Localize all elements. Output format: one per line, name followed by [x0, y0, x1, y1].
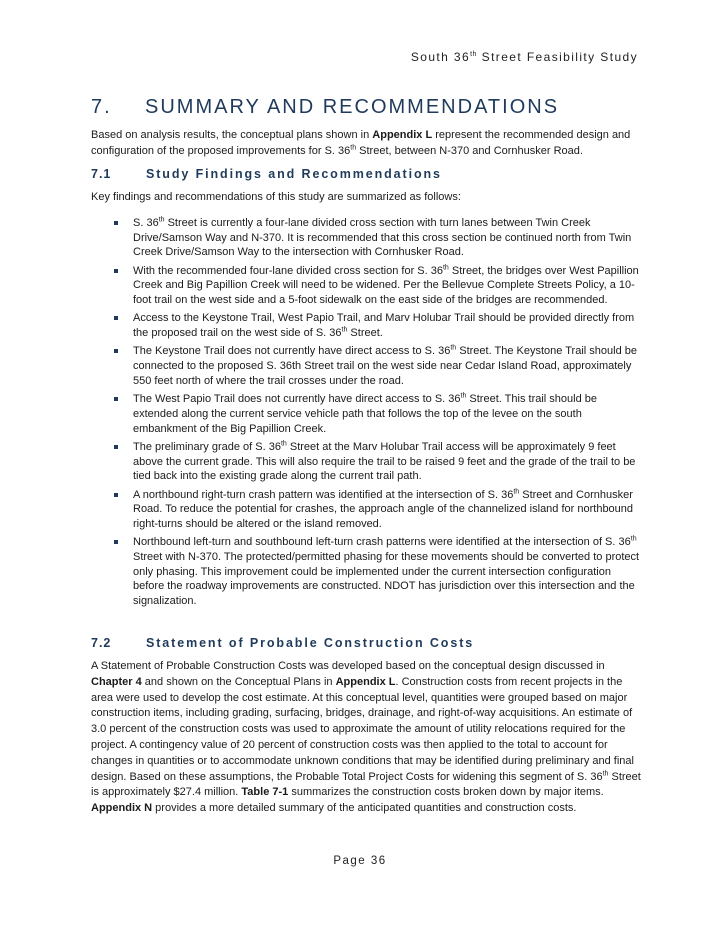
list-item-text: Street. The Keystone Trail should be connected to the proposed S. 36th Street trail on the west side near Cedar Island Road, approximately 550 feet north of where the trail crosses under the road.	[133, 345, 637, 387]
page-number: Page 36	[333, 855, 387, 867]
list-item-text: Access to the Keystone Trail, West Papio Trail, and Marv Holubar Trail should be provided directly from the proposed trail on the west side of S. 36	[133, 312, 635, 340]
bullet-icon	[114, 540, 118, 544]
costs-text: A Statement of Probable Construction Costs was developed based on the conceptual design discussed in	[91, 660, 605, 672]
intro-text: Based on analysis results, the conceptual plans shown in	[91, 129, 373, 141]
list-item-text: The Keystone Trail does not currently have direct access to S. 36	[133, 345, 451, 358]
costs-sup: th	[602, 769, 609, 777]
bullet-icon	[114, 397, 118, 401]
intro-text: represent the recommended design and configuration of the proposed improvements for S. 36	[91, 129, 631, 157]
chapter-number: 7.	[91, 96, 112, 118]
intro-text: Street, between N-370 and Cornhusker Road.	[356, 144, 583, 157]
running-header	[411, 50, 638, 64]
list-item	[114, 344, 644, 388]
section-title: Study Findings and Recommendations	[146, 167, 442, 181]
chapter-4-ref: Chapter 4	[91, 675, 142, 688]
bullet-icon	[114, 316, 118, 320]
list-item-sup: th	[442, 264, 449, 272]
list-item-sup: th	[341, 326, 348, 334]
list-item-sup: th	[460, 392, 467, 400]
list-item	[114, 264, 644, 308]
bullet-icon	[114, 349, 118, 353]
costs-text: provides a more detailed summary of the anticipated quantities and construction costs.	[152, 802, 577, 815]
header-title-sup: th	[470, 51, 477, 58]
costs-text: Street is approximately $27.4 million.	[91, 770, 641, 799]
list-item-text: Street at the Marv Holubar Trail access will be approximately 9 feet above the current grade. This will also require the trail to be raised 9 feet and the grade of the trail to be tied back into the existing grade along the current trail path.	[133, 440, 636, 483]
header-title-prefix: South 36	[410, 50, 471, 64]
findings-intro: Key findings and recommendations of this study are summarized as follows:	[91, 191, 461, 203]
list-item	[114, 535, 644, 609]
appendix-l-ref: Appendix L	[335, 675, 396, 688]
costs-text: and shown on the Conceptual Plans in	[141, 675, 336, 688]
list-item-text: A northbound right-turn crash pattern was identified at the intersection of S. 36	[133, 488, 514, 501]
costs-paragraph	[91, 659, 643, 817]
intro-sup: th	[350, 144, 357, 152]
appendix-n-ref: Appendix N	[91, 802, 153, 815]
appendix-l-ref: Appendix L	[372, 129, 433, 141]
list-item-sup: th	[158, 216, 165, 224]
section-number: 7.2	[91, 636, 112, 650]
findings-list	[114, 216, 644, 612]
header-title-suffix: Street Feasibility Study	[476, 50, 638, 64]
list-item-sup: th	[630, 535, 637, 543]
list-item	[114, 311, 644, 340]
list-item-sup: th	[513, 487, 520, 495]
list-item	[114, 392, 644, 436]
section-title: Statement of Probable Construction Costs	[146, 636, 475, 650]
chapter-title: SUMMARY AND RECOMMENDATIONS	[145, 96, 560, 118]
section-heading-7-2	[91, 636, 474, 650]
list-item-sup: th	[450, 344, 457, 352]
chapter-heading	[91, 96, 559, 119]
list-item-sup: th	[280, 440, 287, 448]
section-heading-7-1	[91, 167, 442, 181]
list-item-text: Street. This trail should be extended along the current service vehicle path that follows the top of the levee on the south embankment of the Big Papillion Creek.	[133, 393, 598, 435]
list-item-text: S. 36	[133, 217, 159, 229]
intro-paragraph	[91, 128, 643, 160]
list-item-text: Street is currently a four-lane divided cross section with turn lanes between Twin Creek Drive/Samson Way and N-370. It is recommended that this cross section be continued north from Twin Creek Drive/Samson Way to the intersection with Cornhusker Road.	[133, 217, 632, 259]
list-item	[114, 216, 644, 260]
section-number: 7.1	[91, 167, 112, 181]
list-item	[114, 488, 644, 532]
list-item-text: Street with N-370. The protected/permitted phasing for these movements should be converted to protect only phasing. This improvement could be implemented under the current intersection configuration before the roadway improvements are constructed. NDOT has jurisdiction over this intersection and the signalization.	[133, 550, 640, 608]
costs-text: summarizes the construction costs broken down by major items.	[288, 786, 604, 799]
list-item-text: Northbound left-turn and southbound left-turn crash patterns were identified at the intersection of S. 36	[133, 536, 631, 549]
list-item	[114, 440, 644, 484]
list-item-text: The West Papio Trail does not currently have direct access to S. 36	[133, 393, 461, 406]
bullet-icon	[114, 221, 118, 225]
table-7-1-ref: Table 7-1	[241, 786, 289, 799]
bullet-icon	[114, 493, 118, 497]
costs-text: . Construction costs from recent projects in the area were used to develop the cost estimate. At this conceptual level, quantities were grouped based on major construction items, including grading, surfacing, bridges, drainage, and right-of-way acquisitions. An estimate of 3.0 percent of the construction costs was used to approximate the amount of utility relocations required for the project. A contingency value of 20 percent of construction costs was then applied to the total to account for changes in quantities or to accommodate unknown conditions that may be identified during preliminary and final design. Based on these assumptions, the Probable Total Project Costs for widening this segment of S. 36	[91, 675, 634, 783]
list-item-text: Street.	[347, 327, 383, 340]
list-item-text: The preliminary grade of S. 36	[133, 440, 281, 453]
bullet-icon	[114, 269, 118, 273]
list-item-text: Street and Cornhusker Road. To reduce the potential for crashes, the approach angle of the channelized island for northbound right-turns should be altered or the island removed.	[133, 488, 634, 530]
list-item-text: Street, the bridges over West Papillion Creek and Big Papillion Creek will need to be widened. Per the Bellevue Complete Streets Policy, a 10-foot trail on the west side and a 5-foot sidewalk on the east side of the bridges are recommended.	[133, 264, 639, 307]
list-item-text: With the recommended four-lane divided cross section for S. 36	[133, 264, 443, 277]
bullet-icon	[114, 445, 118, 449]
